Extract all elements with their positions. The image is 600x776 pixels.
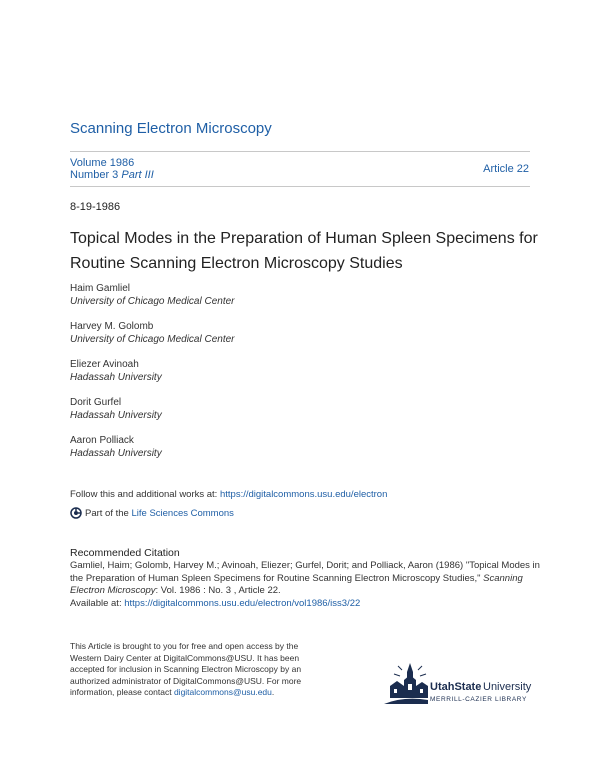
- divider-bottom: [70, 186, 530, 187]
- author-affiliation: Hadassah University: [70, 410, 162, 421]
- author-list: [70, 282, 235, 472]
- author-name: Harvey M. Golomb: [70, 321, 154, 332]
- author-affiliation: Hadassah University: [70, 448, 162, 459]
- follow-line: [70, 489, 387, 500]
- access-text: This Article is brought to you for free and open access by the Western Dairy Center at DigitalCommons@USU. It has been accepted for inclusion in Scanning Electron Microscopy by an authorized administrator of DigitalCommons@USU. For more information, please contact: [70, 641, 302, 697]
- author-name: Eliezer Avinoah: [70, 359, 139, 370]
- part-of-line: [70, 507, 234, 519]
- available-prefix: Available at:: [70, 597, 125, 609]
- issue-line[interactable]: [70, 169, 154, 181]
- author-entry: [70, 434, 235, 460]
- logo-name-bold: UtahState: [430, 681, 482, 693]
- article-title: Topical Modes in the Preparation of Human Spleen Specimens for Routine Scanning Electron Microscopy Studies: [70, 230, 538, 272]
- author-entry: [70, 396, 235, 422]
- author-name: Dorit Gurfel: [70, 397, 122, 408]
- life-sciences-commons-link[interactable]: Life Sciences Commons: [131, 507, 234, 519]
- logo-name-regular: University: [483, 681, 532, 693]
- volume-info[interactable]: [70, 157, 154, 181]
- author-affiliation: University of Chicago Medical Center: [70, 334, 235, 345]
- access-statement: [70, 641, 320, 699]
- citation-journal: Scanning Electron Microscopy: [70, 572, 523, 596]
- citation-url-link[interactable]: https://digitalcommons.usu.edu/electron/vol1986/iss3/22: [124, 597, 361, 609]
- author-entry: [70, 358, 235, 384]
- volume-line[interactable]: Volume 1986: [70, 157, 135, 169]
- author-entry: [70, 282, 235, 308]
- network-logo-icon: [70, 507, 82, 519]
- citation-body: Gamliel, Haim; Golomb, Harvey M.; Avinoah, Eliezer; Gurfel, Dorit; and Polliack, Aaron (1986) "Topical Modes in the Preparation of Human Spleen Specimens for Routine Scanning Electron Microscopy Studies,": [70, 560, 540, 584]
- author-name: Aaron Polliack: [70, 435, 134, 446]
- issue-number: Number 3: [70, 169, 119, 181]
- author-affiliation: Hadassah University: [70, 372, 162, 383]
- author-affiliation: University of Chicago Medical Center: [70, 296, 235, 307]
- citation-heading: Recommended Citation: [70, 547, 180, 559]
- usu-library-logo: [384, 660, 534, 708]
- publication-date: 8-19-1986: [70, 201, 121, 213]
- contact-email-link[interactable]: digitalcommons@usu.edu: [173, 687, 272, 697]
- journal-title[interactable]: Scanning Electron Microscopy: [70, 120, 272, 137]
- part-of-prefix: Part of the: [85, 507, 129, 519]
- logo-subtitle: MERRILL-CAZIER LIBRARY: [430, 696, 527, 703]
- follow-prefix: Follow this and additional works at:: [70, 489, 220, 500]
- author-name: Haim Gamliel: [70, 283, 131, 294]
- follow-url-link[interactable]: https://digitalcommons.usu.edu/electron: [219, 489, 388, 500]
- old-main-tower-icon: [384, 660, 534, 708]
- divider-top: [70, 151, 530, 152]
- author-entry: [70, 320, 235, 346]
- citation-details: : Vol. 1986 : No. 3 , Article 22.: [155, 585, 281, 596]
- issue-part: Part III: [121, 169, 154, 181]
- citation-text: [70, 560, 540, 610]
- access-end: .: [271, 687, 275, 697]
- article-number-link[interactable]: Article 22: [483, 163, 529, 175]
